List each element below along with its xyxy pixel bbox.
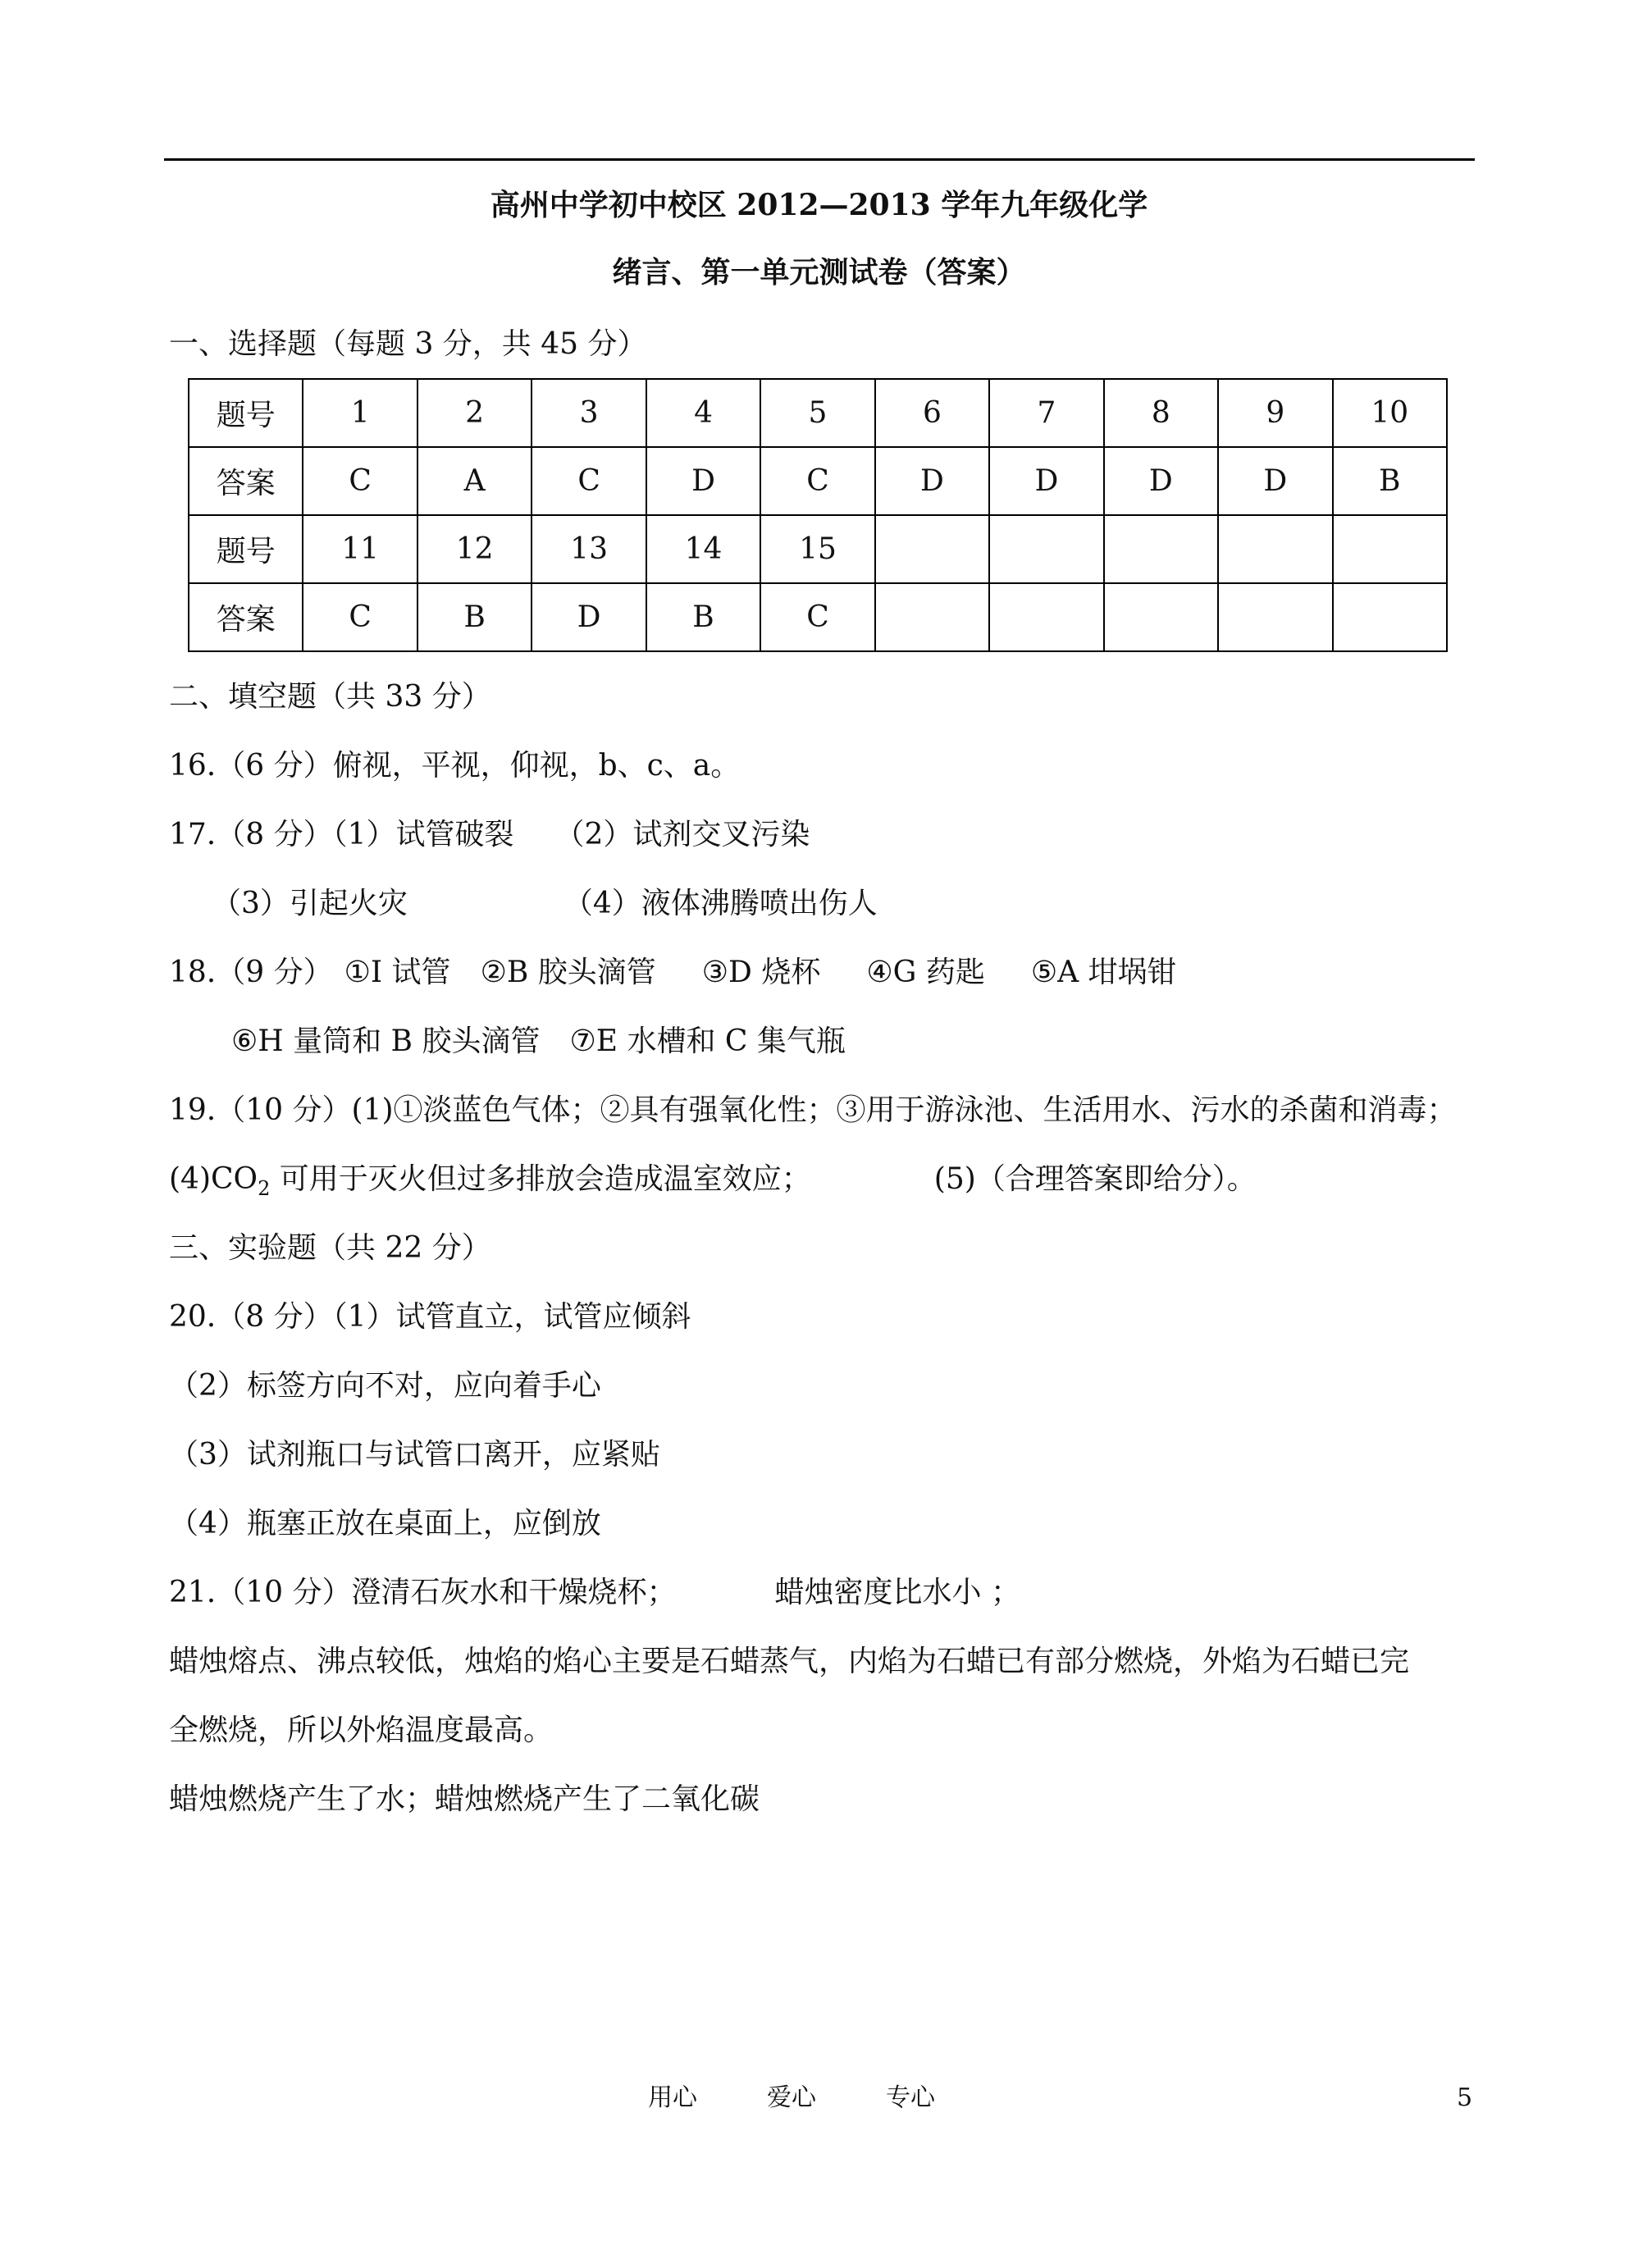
- answer-table: [188, 378, 1448, 652]
- q19-answer-line-1: 19.（10 分）(1)①淡蓝色气体；②具有强氧化性；③用于游泳池、生活用水、污水的杀菌和消毒；: [169, 1093, 1457, 1127]
- table-cell: D: [989, 447, 1103, 515]
- table-cell: [1333, 515, 1447, 583]
- table-cell: 12: [417, 515, 532, 583]
- table-row-header: 题号: [189, 379, 303, 447]
- table-row-header: 答案: [189, 447, 303, 515]
- q16-answer: 16.（6 分）俯视，平视，仰视，b、c、a。: [169, 749, 741, 783]
- table-cell: 2: [417, 379, 532, 447]
- q20-answer-line-2: （2）标签方向不对，应向着手心: [169, 1369, 601, 1403]
- table-row: [189, 379, 1447, 447]
- q21-answer-line-4: 蜡烛燃烧产生了水；蜡烛燃烧产生了二氧化碳: [169, 1782, 760, 1816]
- table-cell: [875, 583, 989, 651]
- q18-item: ③D 烧杯: [701, 956, 821, 989]
- q19-part-5: (5)（合理答案即给分）。: [933, 1162, 1257, 1196]
- table-cell: D: [1104, 447, 1218, 515]
- q17-part-4: （4）液体沸腾喷出伤人: [563, 887, 878, 920]
- table-cell: [1104, 515, 1218, 583]
- table-cell: [875, 515, 989, 583]
- table-cell: C: [303, 583, 417, 651]
- title-line-2: 绪言、第一单元测试卷（答案）: [612, 255, 1026, 290]
- table-cell: [1104, 583, 1218, 651]
- footer-motto-1: 用心: [648, 2083, 697, 2112]
- table-cell: C: [532, 447, 646, 515]
- table-cell: A: [417, 447, 532, 515]
- table-cell: B: [417, 583, 532, 651]
- section-1-heading: 一、选择题（每题 3 分，共 45 分）: [169, 327, 647, 361]
- table-cell: [1333, 583, 1447, 651]
- q18-item: ①I 试管: [344, 956, 451, 989]
- q17-part-2: （2）试剂交叉污染: [554, 818, 810, 851]
- table-cell: 14: [646, 515, 760, 583]
- table-cell: D: [1218, 447, 1332, 515]
- section-3-heading: 三、实验题（共 22 分）: [169, 1231, 491, 1265]
- table-row: [189, 583, 1447, 651]
- q17-part-1: 17.（8 分）（1）试管破裂: [169, 818, 514, 851]
- table-cell: 3: [532, 379, 646, 447]
- q18-answer-line-1: [169, 953, 1177, 993]
- title-line-1: 高州中学初中校区 2012—2013 学年九年级化学: [490, 188, 1148, 222]
- table-cell: [1218, 515, 1332, 583]
- q21-answer-line-3: 全燃烧，所以外焰温度最高。: [169, 1714, 554, 1747]
- table-cell: [1218, 583, 1332, 651]
- table-row-header: 题号: [189, 515, 303, 583]
- table-cell: 7: [989, 379, 1103, 447]
- table-cell: 4: [646, 379, 760, 447]
- table-cell: C: [303, 447, 417, 515]
- table-cell: D: [875, 447, 989, 515]
- section-2-heading: 二、填空题（共 33 分）: [169, 680, 491, 714]
- table-row-header: 答案: [189, 583, 303, 651]
- q21-answer-line-1: [169, 1573, 1020, 1613]
- q21-answer-line-2: 蜡烛熔点、沸点较低，烛焰的焰心主要是石蜡蒸气，内焰为石蜡已有部分燃烧，外焰为石蜡已完: [169, 1645, 1410, 1678]
- page-number: 5: [1457, 2083, 1473, 2112]
- q18-item: ⑥H 量筒和 B 胶头滴管: [231, 1024, 541, 1058]
- table-cell: B: [646, 583, 760, 651]
- q20-answer-line-3: （3）试剂瓶口与试管口离开，应紧贴: [169, 1438, 660, 1472]
- footer-motto-2: 爱心: [767, 2083, 816, 2112]
- q18-prefix: 18.（9 分）: [169, 956, 333, 989]
- q17-answer-line-1: [169, 815, 810, 855]
- table-cell: 11: [303, 515, 417, 583]
- table-cell: D: [532, 583, 646, 651]
- q17-part-3: （3）引起火灾: [212, 887, 408, 920]
- table-cell: C: [760, 583, 874, 651]
- q18-item: ⑦E 水槽和 C 集气瓶: [569, 1024, 846, 1058]
- q19-part-4: $(4)CO_2$ 可用于灭火但过多排放会造成温室效应；: [169, 1162, 811, 1201]
- table-cell: D: [646, 447, 760, 515]
- table-row: [189, 447, 1447, 515]
- header-rule: [164, 158, 1475, 161]
- q18-answer-line-2: [231, 1022, 846, 1061]
- q19-answer-line-2: [169, 1160, 1257, 1208]
- table-cell: C: [760, 447, 874, 515]
- table-cell: 15: [760, 515, 874, 583]
- q20-answer-line-1: 20.（8 分）（1）试管直立，试管应倾斜: [169, 1300, 691, 1334]
- table-cell: 1: [303, 379, 417, 447]
- q17-answer-line-2: [212, 884, 878, 924]
- q18-item: ④G 药匙: [866, 956, 985, 989]
- table-cell: 9: [1218, 379, 1332, 447]
- q20-answer-line-4: （4）瓶塞正放在桌面上，应倒放: [169, 1507, 601, 1540]
- q18-item: ⑤A 坩埚钳: [1030, 956, 1177, 989]
- table-cell: B: [1333, 447, 1447, 515]
- table-row: [189, 515, 1447, 583]
- footer-motto-3: 专心: [886, 2083, 935, 2112]
- table-cell: 10: [1333, 379, 1447, 447]
- table-cell: 6: [875, 379, 989, 447]
- table-cell: 8: [1104, 379, 1218, 447]
- table-cell: 13: [532, 515, 646, 583]
- q18-item: ②B 胶头滴管: [480, 956, 656, 989]
- table-cell: [989, 583, 1103, 651]
- table-cell: [989, 515, 1103, 583]
- q21-part-1: 21.（10 分）澄清石灰水和干燥烧杯；: [169, 1576, 677, 1609]
- q21-part-2: 蜡烛密度比水小 ；: [774, 1576, 1020, 1609]
- table-cell: 5: [760, 379, 874, 447]
